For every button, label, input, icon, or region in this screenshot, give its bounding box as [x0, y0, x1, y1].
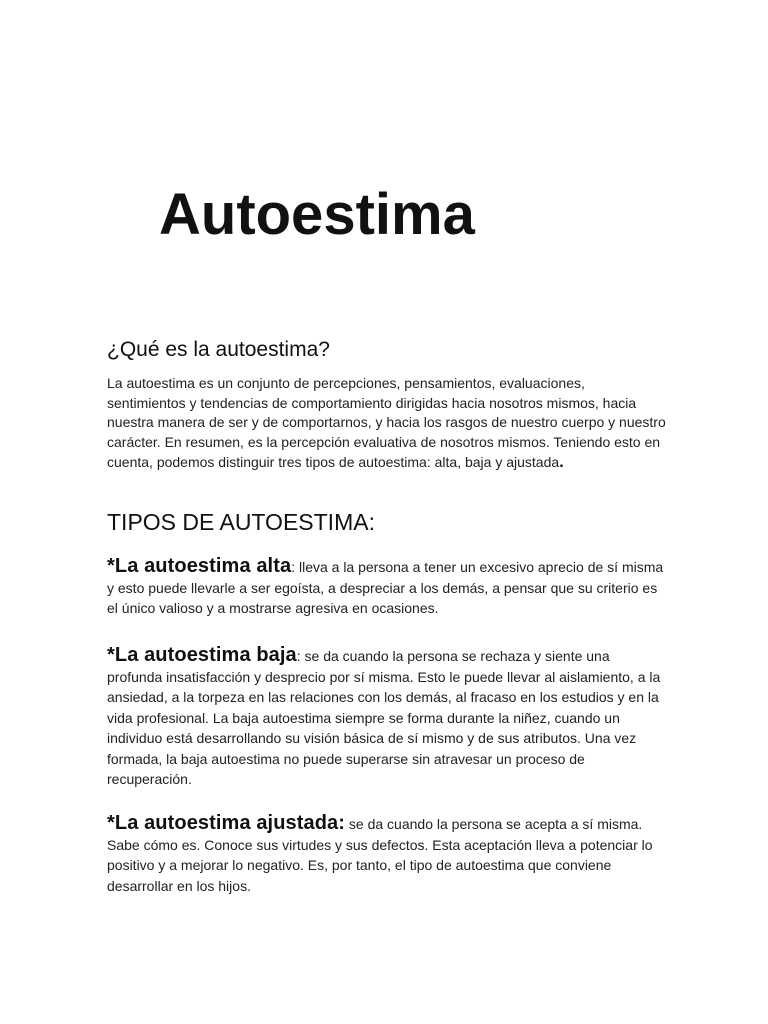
type-paragraph-alta	[107, 556, 667, 619]
type-label-baja: *La autoestima baja	[107, 644, 297, 666]
type-text-baja: se da cuando la persona se rechaza y siente una profunda insatisfacción y desprecio por sí misma. Esto le puede llevar al aislamiento, a la ansiedad, a la torpeza en las relaciones con los demás, al fracaso en los estudios y en la vida profesional. La baja autoestima siempre se forma durante la niñez, cuando un individuo está desarrollando su visión básica de sí mismo y de sus atributos. Una vez formada, la baja autoestima no puede superarse sin atravesar un proceso de recuperación.	[107, 648, 661, 787]
type-paragraph-ajustada	[107, 813, 667, 896]
document-title: Autoestima	[159, 182, 475, 247]
question-heading: ¿Qué es la autoestima?	[107, 338, 330, 361]
intro-paragraph	[107, 374, 667, 473]
type-paragraph-baja	[107, 645, 667, 790]
type-separator-baja: :	[296, 648, 301, 664]
type-label-ajustada: *La autoestima ajustada:	[107, 812, 346, 834]
type-text-ajustada: se da cuando la persona se acepta a sí misma. Sabe cómo es. Conoce sus virtudes y sus defectos. Esta aceptación lleva a potenciar lo positivo y a mejorar lo negativo. Es, por tanto, el tipo de autoestima que conviene desarrollar en los hijos.	[107, 816, 653, 894]
intro-end-punctuation: .	[559, 452, 564, 472]
intro-text: La autoestima es un conjunto de percepciones, pensamientos, evaluaciones, sentimientos y tendencias de comportamiento dirigidas hacia nosotros mismos, hacia nuestra manera de ser y de comportarnos, y hacia los rasgos de nuestro cuerpo y nuestro carácter. En resumen, es la percepción evaluativa de nosotros mismos. Teniendo esto en cuenta, podemos distinguir tres tipos de autoestima: alta, baja y ajustada	[107, 375, 666, 471]
type-label-alta: *La autoestima alta	[107, 555, 292, 577]
type-text-alta: lleva a la persona a tener un excesivo aprecio de sí misma y esto puede llevarle a ser egoísta, a despreciar a los demás, a pensar que su criterio es el único valioso y a mostrarse agresiva en ocasiones.	[107, 559, 664, 616]
type-separator-alta: :	[291, 559, 296, 575]
types-heading: TIPOS DE AUTOESTIMA:	[107, 509, 375, 535]
